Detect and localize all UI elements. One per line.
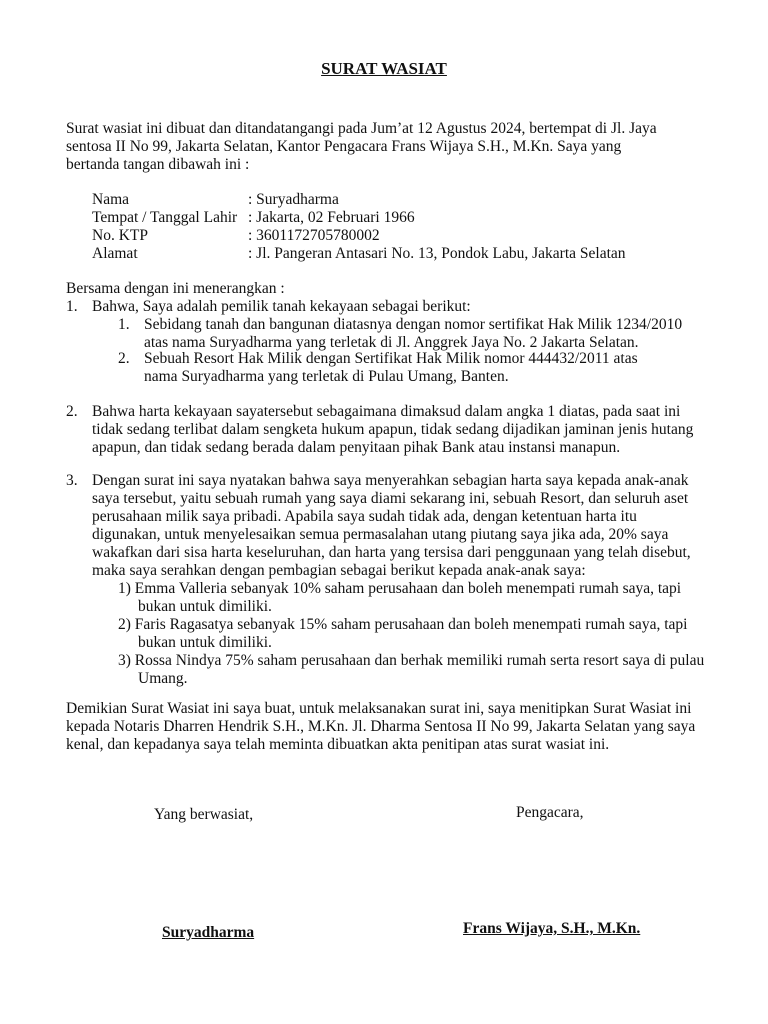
point-line: Bahwa harta kekayaan sayatersebut sebagaimana dimaksud dalam angka 1 diatas, pada saat ini	[92, 403, 681, 420]
intro-line: bertanda tangan dibawah ini :	[66, 156, 250, 173]
identity-value: : Suryadharma	[248, 191, 339, 208]
identity-label: Nama	[92, 191, 130, 208]
asset-line: nama Suryadharma yang terletak di Pulau Umang, Banten.	[144, 368, 509, 385]
identity-row-ktp	[92, 227, 626, 245]
point-number: 1.	[66, 298, 78, 315]
identity-row-address	[92, 245, 626, 263]
heir-line: bukan untuk dimiliki.	[138, 634, 272, 651]
identity-label: No. KTP	[92, 227, 148, 244]
point-line: maka saya serahkan dengan pembagian sebagai berikut kepada anak-anak saya:	[92, 562, 586, 579]
point-text: Bahwa, Saya adalah pemilik tanah kekayaan sebagai berikut:	[92, 298, 471, 315]
testator-name: Suryadharma	[162, 924, 255, 941]
intro-line: Surat wasiat ini dibuat dan ditandatangangi pada Jum’at 12 Agustus 2024, bertempat di Jl. Jaya	[66, 120, 657, 137]
asset-number: 1.	[118, 316, 130, 333]
document-title: SURAT WASIAT	[321, 59, 447, 78]
statement-line: Bersama dengan ini menerangkan :	[66, 280, 285, 297]
identity-value: : 3601172705780002	[248, 227, 380, 244]
identity-row-name	[92, 191, 626, 209]
point-number: 3.	[66, 472, 78, 489]
point-line: digunakan, untuk menyelesaikan semua permasalahan utang piutang saya jika ada, 20% saya	[92, 526, 669, 543]
closing-line: Demikian Surat Wasiat ini saya buat, untuk melaksanakan surat ini, saya menitipkan Surat Wasiat ini	[66, 700, 692, 717]
heir-item	[118, 616, 704, 652]
testator-label: Yang berwasiat,	[154, 806, 254, 823]
heir-line: bukan untuk dimiliki.	[138, 598, 272, 615]
lawyer-name: Frans Wijaya, S.H., M.Kn.	[463, 920, 641, 937]
identity-table	[92, 191, 626, 263]
point-line: apapun, dan tidak sedang berada dalam penyitaan pihak Bank atau instansi manapun.	[92, 439, 621, 456]
identity-row-birth	[92, 209, 626, 227]
heir-list	[118, 580, 704, 688]
identity-value: : Jakarta, 02 Februari 1966	[248, 209, 415, 226]
point-line: wakafkan dari sisa harta keseluruhan, dan harta yang tersisa dari penggunaan yang telah disebut,	[92, 544, 691, 561]
closing-paragraph	[66, 700, 726, 754]
point-line: perusahaan milik saya pribadi. Apabila saya sudah tidak ada, dengan ketentuan harta itu	[92, 508, 637, 525]
asset-line: Sebuah Resort Hak Milik dengan Sertifikat Hak Milik nomor 444432/2011 atas	[144, 350, 638, 367]
point-number: 2.	[66, 403, 78, 420]
asset-line: atas nama Suryadharma yang terletak di Jl. Anggrek Jaya No. 2 Jakarta Selatan.	[144, 334, 639, 351]
point-line: Dengan surat ini saya nyatakan bahwa saya menyerahkan sebagian harta saya kepada anak-anak	[92, 472, 689, 489]
heir-item	[118, 580, 704, 616]
identity-value: : Jl. Pangeran Antasari No. 13, Pondok Labu, Jakarta Selatan	[248, 245, 626, 262]
identity-label: Alamat	[92, 245, 138, 262]
intro-paragraph	[66, 120, 726, 174]
asset-number: 2.	[118, 350, 130, 367]
intro-line: sentosa II No 99, Jakarta Selatan, Kantor Pengacara Frans Wijaya S.H., M.Kn. Saya yang	[66, 138, 622, 155]
asset-line: Sebidang tanah dan bangunan diatasnya dengan nomor sertifikat Hak Milik 1234/2010	[144, 316, 683, 333]
heir-item	[118, 652, 704, 688]
heir-line: 3) Rossa Nindya 75% saham perusahaan dan berhak memiliki rumah serta resort saya di pulau	[118, 652, 705, 669]
heir-line: Umang.	[138, 670, 188, 687]
heir-line: 2) Faris Ragasatya sebanyak 15% saham perusahaan dan boleh menempati rumah saya, tapi	[118, 616, 688, 633]
lawyer-label: Pengacara,	[516, 804, 584, 821]
closing-line: kenal, dan kepadanya saya telah meminta dibuatkan akta penitipan atas surat wasiat ini.	[66, 736, 610, 753]
heir-line: 1) Emma Valleria sebanyak 10% saham perusahaan dan boleh menempati rumah saya, tapi	[118, 580, 682, 597]
closing-line: kepada Notaris Dharren Hendrik S.H., M.Kn. Jl. Dharma Sentosa II No 99, Jakarta Selatan yang saya	[66, 718, 696, 735]
point-line: tidak sedang terlibat dalam sengketa hukum apapun, tidak sedang dijadikan jaminan jenis hutang	[92, 421, 694, 438]
identity-label: Tempat / Tanggal Lahir	[92, 209, 238, 226]
point-line: saya tersebut, yaitu sebuah rumah yang saya diami sekarang ini, sebuah Resort, dan seluruh aset	[92, 490, 689, 507]
